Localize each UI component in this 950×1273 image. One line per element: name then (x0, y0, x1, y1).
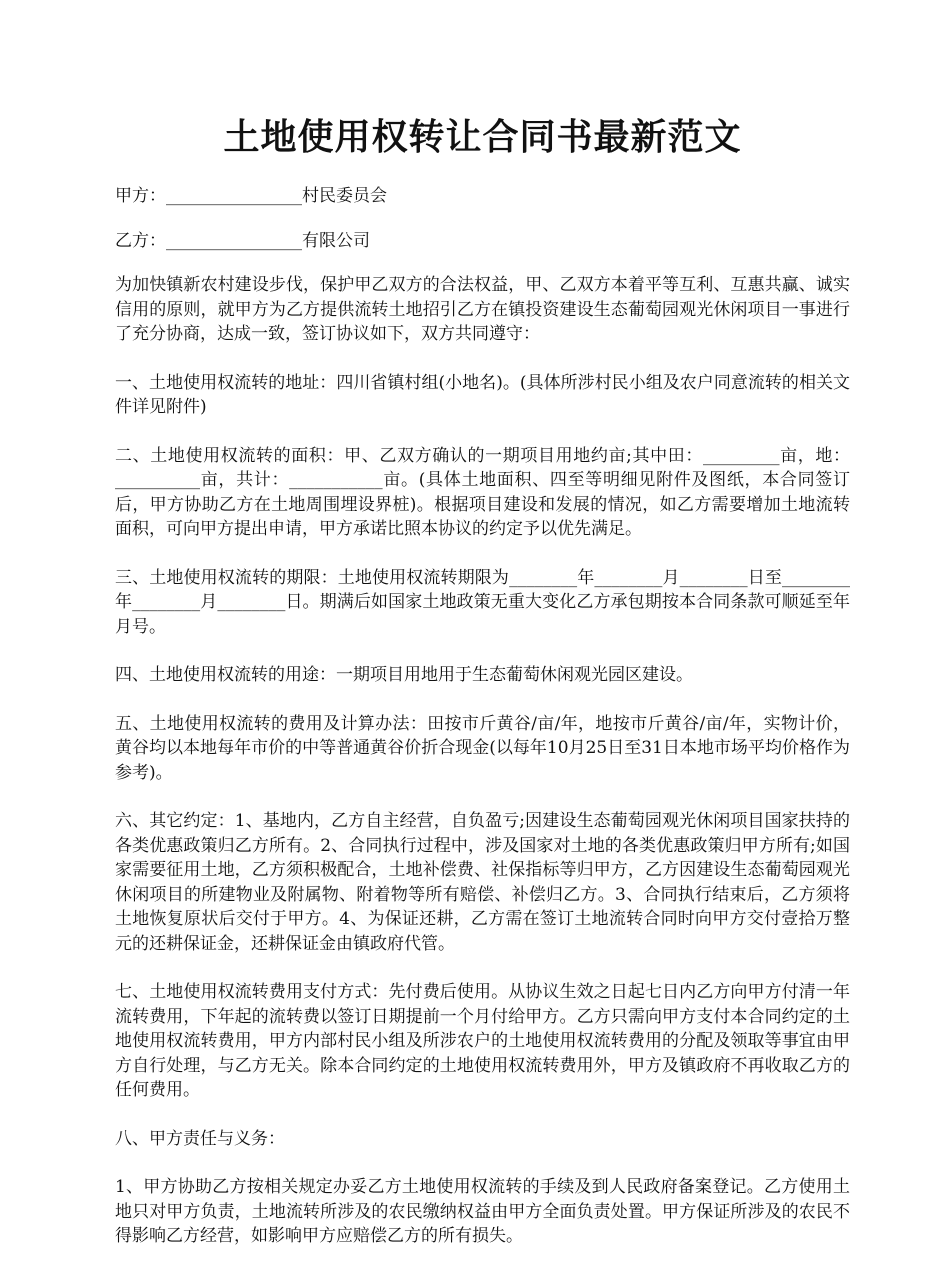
clause-8-item-1: 1、甲方协助乙方按相关规定办妥乙方土地使用权流转的手续及到人民政府备案登记。乙方使用土地只对甲方负责，土地流转所涉及的农民缴纳权益由甲方全面负责处置。甲方保证所涉及的农民不得影响乙方经营，如影响甲方应赔偿乙方的所有损失。 (115, 1177, 850, 1246)
document-title: 土地使用权转让合同书最新范文 (223, 116, 742, 158)
clause-3-term: 三、土地使用权流转的期限：土地使用权流转期限为________年________月________日至________年________月________日。期满后如国家土地政策无重大变化乙方承包期按本合同条款可顺延至年月号。 (115, 567, 850, 637)
clause-4-usage: 四、土地使用权流转的用途：一期项目用地用于生态葡萄休闲观光园区建设。 (115, 665, 693, 685)
clause-2-area: 二、土地使用权流转的面积：甲、乙双方确认的一期项目用地约亩;其中田：_________亩，地：__________亩，共计：___________亩。(具体土地面积、四至等明细见附件及图纸，本合同签订后，甲方协助乙方在土地周围埋设界桩)。根据项目建设和发展的情况，如乙方需要增加土地流转面积，可向甲方提出申请，甲方承诺比照本协议的约定予以优先满足。 (115, 445, 850, 539)
preamble-paragraph: 为加快镇新农村建设步伐，保护甲乙双方的合法权益，甲、乙双方本着平等互利、互惠共赢、诚实信用的原则，就甲方为乙方提供流转土地招引乙方在镇投资建设生态葡萄园观光休闲项目一事进行了充分协商，达成一致，签订协议如下，双方共同遵守： (115, 275, 850, 344)
clause-1-address: 一、土地使用权流转的地址：四川省镇村组(小地名)。(具体所涉村民小组及农户同意流转的相关文件详见附件) (115, 372, 850, 417)
clause-6-other: 六、其它约定：1、基地内，乙方自主经营，自负盈亏;因建设生态葡萄园观光休闲项目国家扶持的各类优惠政策归乙方所有。2、合同执行过程中，涉及国家对土地的各类优惠政策归甲方所有;如国家需要征用土地，乙方须积极配合，土地补偿费、社保指标等归甲方，乙方因建设生态葡萄园观光休闲项目的所建物业及附属物、附着物等所有赔偿、补偿归乙方。3、合同执行结束后，乙方须将土地恢复原状后交付于甲方。4、为保证还耕，乙方需在签订土地流转合同时向甲方交付壹拾万整元的还耕保证金，还耕保证金由镇政府代管。 (115, 811, 850, 954)
party-a-line: 甲方：________________村民委员会 (115, 186, 387, 206)
clause-7-payment: 七、土地使用权流转费用支付方式：先付费后使用。从协议生效之日起七日内乙方向甲方付清一年流转费用，下年起的流转费以签订日期提前一个月付给甲方。乙方只需向甲方支付本合同约定的土地使用权流转费用，甲方内部村民小组及所涉农户的土地使用权流转费用的分配及领取等事宜由甲方自行处理，与乙方无关。除本合同约定的土地使用权流转费用外，甲方及镇政府不再收取乙方的任何费用。 (115, 982, 850, 1100)
clause-5-fees: 五、土地使用权流转的费用及计算办法：田按市斤黄谷/亩/年，地按市斤黄谷/亩/年，实物计价，黄谷均以本地每年市价的中等普通黄谷价折合现金(以每年10月25日至31日本地市场平均价格作为参考)。 (115, 713, 850, 783)
party-b-line: 乙方：________________有限公司 (115, 230, 370, 251)
clause-8-heading: 八、甲方责任与义务： (115, 1128, 285, 1149)
document-page (115, 110, 850, 1273)
